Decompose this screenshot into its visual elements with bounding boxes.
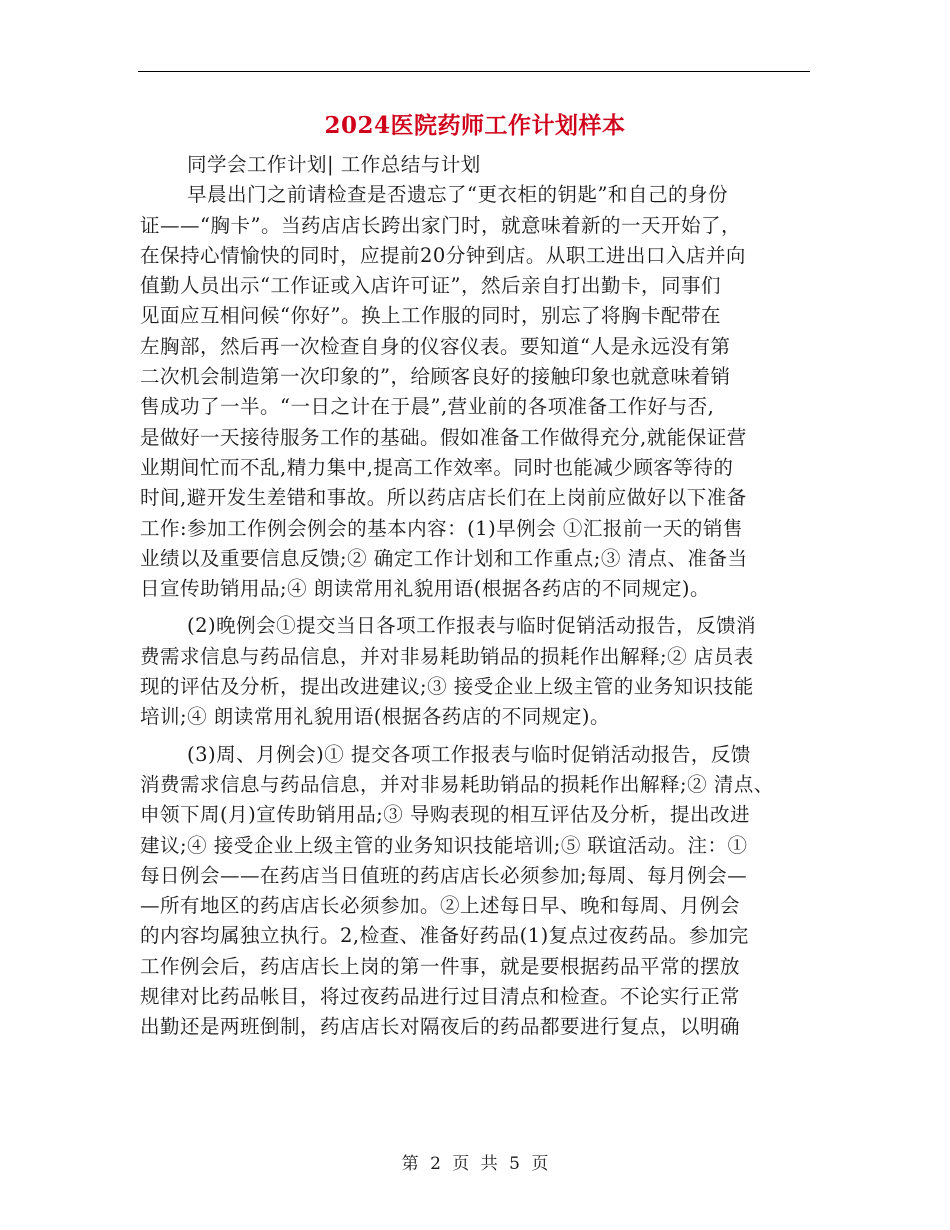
header-rule xyxy=(138,71,810,72)
body-line: 见面应互相问候“你好”。换上工作服的同时，别忘了将胸卡配带在 xyxy=(140,304,721,328)
paragraph-gap xyxy=(140,604,812,611)
body-line: 申领下周(月)宣传助销用品;③ 导购表现的相互评估及分析，提出改进 xyxy=(140,803,750,827)
body-line: 业期间忙而不乱,精力集中,提高工作效率。同时也能减少顾客等待的 xyxy=(140,455,734,479)
body-line: —所有地区的药店店长必须参加。②上述每日早、晚和每周、月例会 xyxy=(140,894,741,918)
body-line: (2)晚例会①提交当日各项工作报表与临时促销活动报告，反馈消 xyxy=(187,614,757,638)
body-line: 售成功了一半。“一日之计在于晨”,营业前的各项准备工作好与否, xyxy=(140,395,715,419)
body-line: 每日例会——在药店当日值班的药店店长必须参加;每周、每月例会— xyxy=(140,863,748,887)
body-line: 消费需求信息与药品信息，并对非易耗助销品的损耗作出解释;② 清点、 xyxy=(140,772,774,796)
body-line: 证——“胸卡”。当药店店长跨出家门时，就意味着新的一天开始了， xyxy=(140,213,741,237)
body-line: 规律对比药品帐目，将过夜药品进行过目清点和检查。不论实行正常 xyxy=(140,985,741,1009)
body-line: 现的评估及分析，提出改进建议;③ 接受企业上级主管的业务知识技能 xyxy=(140,675,754,699)
document-body xyxy=(140,150,812,1043)
body-line: 二次机会制造第一次印象的”，给顾客良好的接触印象也就意味着销 xyxy=(140,365,731,389)
body-line: (3)周、月例会)① 提交各项工作报表与临时促销活动报告，反馈 xyxy=(187,742,751,766)
body-line: 时间,避开发生差错和事故。所以药店店长们在上岗前应做好以下准备 xyxy=(140,486,747,510)
body-line: 日宣传助销用品;④ 朗读常用礼貌用语(根据各药店的不同规定)。 xyxy=(140,577,710,601)
body-line: 的内容均属独立执行。2,检查、准备好药品(1)复点过夜药品。参加完 xyxy=(140,924,749,948)
body-line: 建议;④ 接受企业上级主管的业务知识技能培训;⑤ 联谊活动。注：① xyxy=(140,833,748,857)
body-line: 业绩以及重要信息反馈;② 确定工作计划和工作重点;③ 清点、准备当 xyxy=(140,546,748,570)
body-line: 同学会工作计划| 工作总结与计划 xyxy=(187,153,481,176)
body-line: 值勤人员出示“工作证或入店许可证”，然后亲自打出勤卡，同事们 xyxy=(140,274,721,298)
paragraph-gap xyxy=(140,733,812,740)
body-line: 左胸部，然后再一次检查自身的仪容仪表。要知道“人是永远没有第 xyxy=(140,334,731,358)
body-line: 培训;④ 朗读常用礼貌用语(根据各药店的不同规定)。 xyxy=(140,705,610,729)
page-number-footer: 第 2 页 共 5 页 xyxy=(401,1154,549,1174)
body-line: 费需求信息与药品信息，并对非易耗助销品的损耗作出解释;② 店员表 xyxy=(140,644,754,668)
body-line: 是做好一天接待服务工作的基础。假如准备工作做得充分,就能保证营 xyxy=(140,425,747,449)
body-line: 出勤还是两班倒制，药店店长对隔夜后的药品都要进行复点，以明确 xyxy=(140,1015,741,1039)
body-line: 早晨出门之前请检查是否遗忘了“更衣柜的钥匙”和自己的身份 xyxy=(187,183,728,207)
body-line: 工作例会后，药店店长上岗的第一件事，就是要根据药品平常的摆放 xyxy=(140,954,741,978)
document-title: 2024医院药师工作计划样本 xyxy=(324,112,626,139)
body-line: 在保持心情愉快的同时，应提前20分钟到店。从职工进出口入店并向 xyxy=(140,243,746,267)
body-line: 工作:参加工作例会例会的基本内容：(1)早例会 ①汇报前一天的销售 xyxy=(140,516,743,540)
